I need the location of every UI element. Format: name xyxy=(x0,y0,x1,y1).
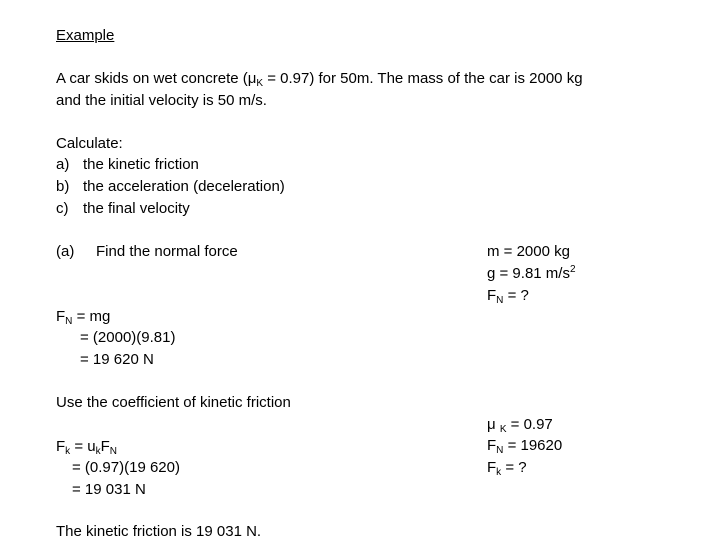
calculate-heading: Calculate: xyxy=(56,135,123,152)
part-a-heading: Find the normal force xyxy=(96,243,238,260)
part-a-marker: (a) xyxy=(56,243,75,260)
given-coefficient: μ $_K$ = 0.97 xyxy=(487,416,553,435)
friction-result: = 19 031 N xyxy=(72,481,146,498)
given-friction-unknown: $F_k$ = ? xyxy=(487,459,527,478)
normal-force-result: = 19 620 N xyxy=(80,351,154,368)
given-mass: m = 2000 kg xyxy=(487,243,570,260)
problem-line-2: and the initial velocity is 50 m/s. xyxy=(56,92,267,109)
given-gravity: g = 9.81 $m/s^2$ xyxy=(487,264,576,282)
friction-substitution: = (0.97)(19 620) xyxy=(72,459,180,476)
calculate-item-a: a) the kinetic friction xyxy=(56,156,199,173)
example-title: Example xyxy=(56,27,115,44)
conclusion: The kinetic friction is 19 031 N. xyxy=(56,523,262,540)
friction-heading: Use the coefficient of kinetic friction xyxy=(56,394,291,411)
given-normal-force-unknown: $F_N$ = ? xyxy=(487,287,529,306)
calculate-item-b: b) the acceleration (deceleration) xyxy=(56,178,285,195)
friction-equation: $F_k = u_kF_N$ xyxy=(56,438,118,457)
normal-force-substitution: = (2000)(9.81) xyxy=(80,329,176,346)
problem-line-1: A car skids on wet concrete $(\mu_K = 0.97)$ for 50m. The mass of the car is 2000 kg xyxy=(56,70,583,89)
normal-force-equation: $F_N$ = mg xyxy=(56,308,111,327)
given-normal-force: $F_N = 19620$ xyxy=(487,437,563,456)
calculate-item-c: c) the final velocity xyxy=(56,200,190,217)
